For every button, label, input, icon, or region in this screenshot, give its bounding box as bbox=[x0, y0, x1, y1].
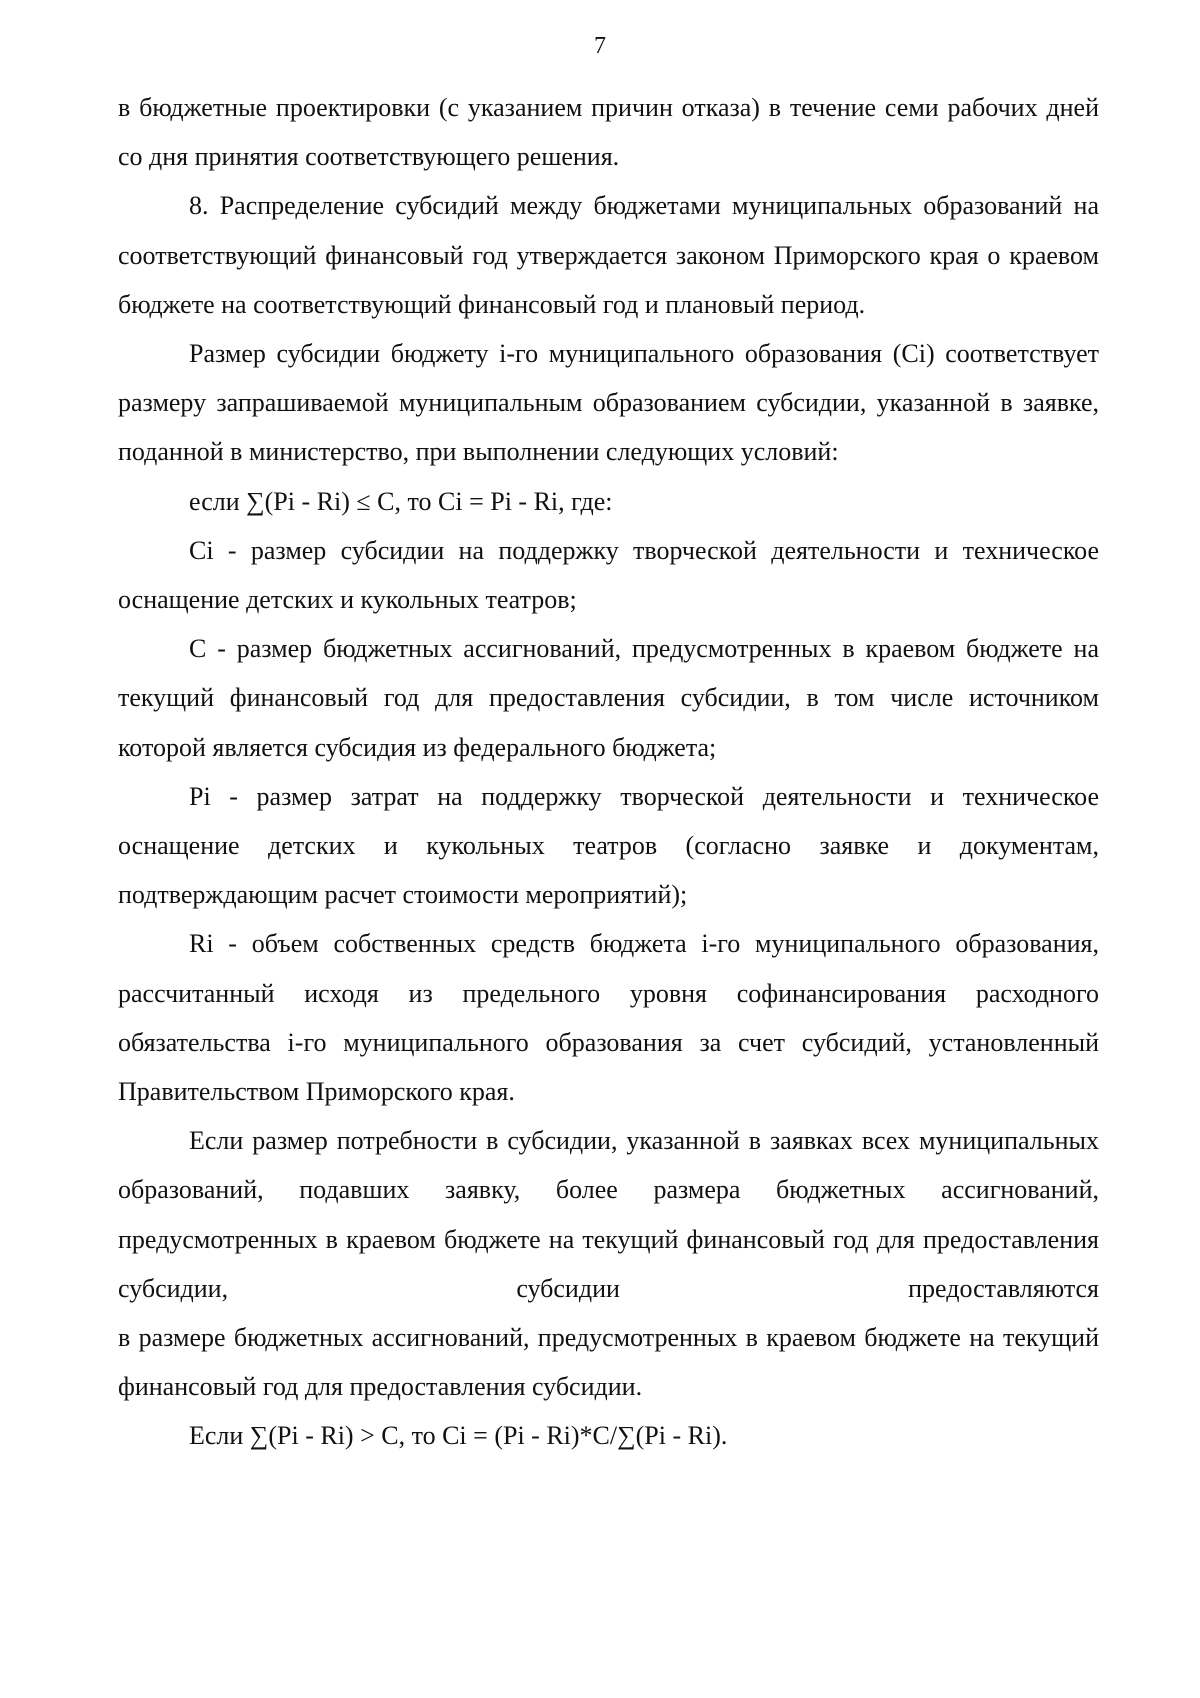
formula-condition-2: Если ∑(Pi - Ri) > C, то Ci = (Pi - Ri)*C/∑(Pi - Ri). bbox=[189, 1421, 728, 1451]
paragraph-continuation: в бюджетные проектировки (с указанием причин отказа) в течение семи рабочих дней со дня принятия соответствующего решения. bbox=[118, 93, 1099, 172]
paragraph-subsidy-size: Размер субсидии бюджету i-го муниципального образования (Ci) соответствует размеру запрашиваемой муниципальным образованием субсидии, указанной в заявке, поданной в министерство, при выполнении следующих условий: bbox=[118, 339, 1099, 467]
definition-c: C - размер бюджетных ассигнований, предусмотренных в краевом бюджете на текущий финансовый год для предоставления субсидии, в том числе источником которой является субсидия из федерального бюджета; bbox=[118, 634, 1099, 762]
paragraph-insufficient-budget: Если размер потребности в субсидии, указанной в заявках всех муниципальных образований, подавших заявку, более размера бюджетных ассигнований, предусмотренных в краевом бюджете на текущий финансовый год для предоставления субсидии, субсидии предоставляются bbox=[118, 1126, 1099, 1303]
document-body bbox=[118, 83, 1099, 1461]
definition-ci: Ci - размер субсидии на поддержку творческой деятельности и техническое оснащение детских и кукольных театров; bbox=[118, 535, 1099, 615]
paragraph-item-8: 8. Распределение субсидий между бюджетами муниципальных образований на соответствующий финансовый год утверждается законом Приморского края о краевом бюджете на соответствующий финансовый год и плановый период. bbox=[118, 191, 1099, 319]
page-number: 7 bbox=[594, 33, 606, 59]
definition-pi: Pi - размер затрат на поддержку творческой деятельности и техническое оснащение детских и кукольных театров (согласно заявке и документам, подтверждающим расчет стоимости мероприятий); bbox=[118, 781, 1099, 910]
definition-ri: Ri - объем собственных средств бюджета i-го муниципального образования, рассчитанный исходя из предельного уровня софинансирования расходного обязательства i-го муниципального образования за счет субсидий, установленный Правительством Приморского края. bbox=[118, 929, 1099, 1107]
paragraph-insufficient-budget-continued: в размере бюджетных ассигнований, предусмотренных в краевом бюджете на текущий финансовый год для предоставления субсидии. bbox=[118, 1323, 1099, 1402]
formula-condition-1: если ∑(Pi - Ri) ≤ C, то Ci = Pi - Ri, где: bbox=[189, 486, 613, 516]
